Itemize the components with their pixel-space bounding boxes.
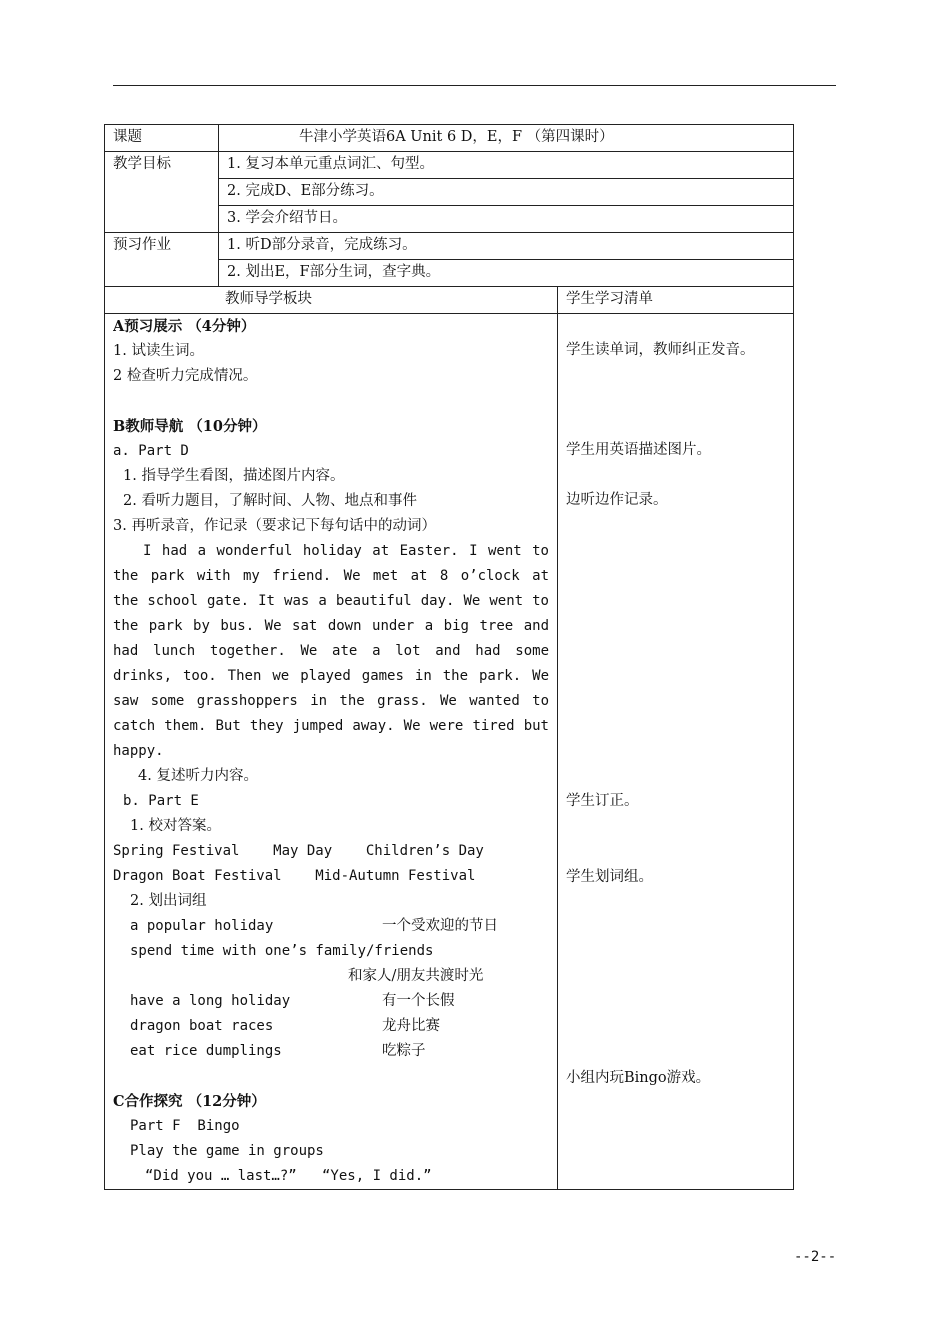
part-d-label: a. Part D <box>113 443 189 459</box>
d-item: 4. 复述听力内容。 <box>138 768 258 784</box>
phrase-row <box>113 939 549 964</box>
phrase-row <box>113 914 549 939</box>
phrase-zh: 一个受欢迎的节日 <box>382 918 498 934</box>
phrase-en: dragon boat races <box>130 1018 274 1034</box>
listening-passage <box>113 539 549 764</box>
c-item: Play the game in groups <box>130 1143 324 1159</box>
c-item: “Did you … last…?” “Yes, I did.” <box>145 1168 432 1184</box>
festival-line: Dragon Boat Festival Mid-Autumn Festival <box>113 868 476 884</box>
preview-label: 预习作业 <box>105 233 219 287</box>
section-c-title: C合作探究 （12分钟） <box>113 1093 266 1110</box>
phrase-zh: 吃粽子 <box>382 1043 426 1059</box>
passage-line: had lunch together. We ate a lot and had some <box>113 643 549 659</box>
passage-line: happy. <box>113 743 164 759</box>
e-item: 2. 划出词组 <box>130 893 207 909</box>
d-item: 1. 指导学生看图，描述图片内容。 <box>123 468 345 484</box>
phrase-zh: 龙舟比赛 <box>382 1018 440 1034</box>
passage-line: the school gate. It was a beautiful day. We went to <box>113 593 549 609</box>
d-item: 3. 再听录音，作记录（要求记下每句话中的动词） <box>113 518 436 534</box>
section-a-title: A预习展示 （4分钟） <box>113 318 256 335</box>
student-content <box>558 314 794 1190</box>
e-item: 1. 校对答案。 <box>130 818 221 834</box>
phrase-en: a popular holiday <box>130 918 274 934</box>
topic-value: 牛津小学英语6A Unit 6 D，E，F （第四课时） <box>219 125 794 152</box>
student-item: 学生读单词，教师纠正发音。 <box>566 342 755 358</box>
student-item: 学生用英语描述图片。 <box>566 442 711 458</box>
d-item: 2. 看听力题目，了解时间、人物、地点和事件 <box>123 493 417 509</box>
phrase-en: spend time with one’s family/friends <box>130 943 434 959</box>
phrase-row <box>113 964 549 989</box>
phrase-row <box>113 989 549 1014</box>
goal-item: 3. 学会介绍节日。 <box>219 206 794 233</box>
header-rule <box>113 85 836 86</box>
passage-line: the park with my friend. We met at 8 o’clock at <box>113 568 549 584</box>
a-item: 1. 试读生词。 <box>113 343 204 359</box>
student-item: 学生订正。 <box>566 793 639 809</box>
festival-line: Spring Festival May Day Children’s Day <box>113 843 484 859</box>
preview-item: 1. 听D部分录音，完成练习。 <box>219 233 794 260</box>
goal-item: 2. 完成D、E部分练习。 <box>219 179 794 206</box>
teacher-content <box>105 314 558 1190</box>
phrase-en: have a long holiday <box>130 993 291 1009</box>
passage-line: I had a wonderful holiday at Easter. I went to <box>143 543 549 559</box>
part-e-label: b. Part E <box>123 793 199 809</box>
topic-label: 课题 <box>105 125 219 152</box>
c-item: Part F Bingo <box>130 1118 240 1134</box>
passage-line: drinks, too. Then we played games in the park. We <box>113 668 549 684</box>
phrase-zh: 有一个长假 <box>382 993 455 1009</box>
passage-line: saw some grasshoppers in the grass. We wanted to <box>113 693 549 709</box>
student-item: 小组内玩Bingo游戏。 <box>566 1070 711 1086</box>
preview-item: 2. 划出E，F部分生词，查字典。 <box>219 260 794 287</box>
teacher-column-header: 教师导学板块 <box>105 287 558 314</box>
student-item: 边听边作记录。 <box>566 492 668 508</box>
phrase-zh: 和家人/朋友共渡时光 <box>348 968 484 984</box>
a-item: 2 检查听力完成情况。 <box>113 368 258 384</box>
goal-item: 1. 复习本单元重点词汇、句型。 <box>219 152 794 179</box>
student-column-header: 学生学习清单 <box>558 287 794 314</box>
phrase-row <box>113 1014 549 1039</box>
phrase-en: eat rice dumplings <box>130 1043 282 1059</box>
page-number: --2-- <box>794 1249 837 1265</box>
section-b-title: B教师导航 （10分钟） <box>113 418 267 435</box>
lesson-plan-table <box>104 124 794 1190</box>
passage-line: catch them. But they jumped away. We were tired but <box>113 718 549 734</box>
student-item: 学生划词组。 <box>566 869 653 885</box>
passage-line: the park by bus. We sat down under a big tree and <box>113 618 549 634</box>
phrase-row <box>113 1039 549 1064</box>
goals-label: 教学目标 <box>105 152 219 233</box>
